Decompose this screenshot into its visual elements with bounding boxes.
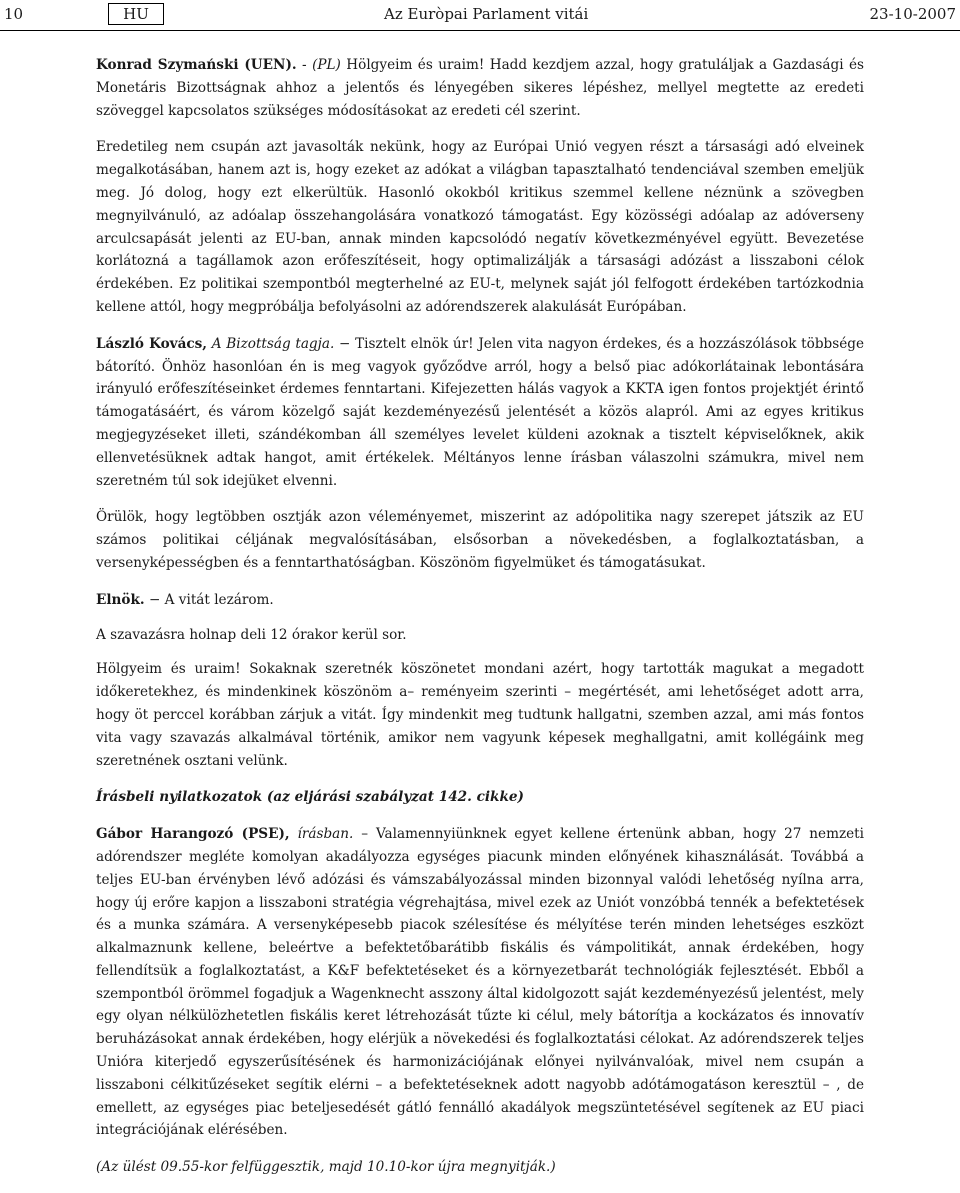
page-number: 10 bbox=[4, 5, 24, 23]
speech-harangozo bbox=[96, 823, 864, 1142]
vote-announcement: A szavazásra holnap deli 12 órakor kerül sor. bbox=[96, 626, 407, 643]
speech-paragraph: Hölgyeim és uraim! Sokaknak szeretnék köszönetet mondani azért, hogy tartották magukat a megadott időkeretekhez, és mindenkinek köszönöm a– reményeim szerinti – megértését, ami lehetőséget adott arra, hogy öt perccel korábban zárjuk a vitát. Így mindenkit meg tudtunk hallgatni, szemben azzal, ami más fontos vita vagy szavazás alkalmával történik, amikor nem vagyunk képesek meghallgatni, amit kollégáink meg szeretnének osztani velünk. bbox=[96, 661, 864, 769]
speaker-name: Elnök. bbox=[96, 591, 145, 608]
language-note: - (PL) bbox=[296, 57, 347, 73]
speech-text: Hölgyeim és uraim! Hadd kezdjem azzal, hogy gratuláljak a Gazdasági és Monetáris Bizottságnak ahhoz a jelentős és lényegében sikeres lépéshez, mellyel megtette az eredeti szöveggel kapcsolatos szükséges módosításokat az eredeti cél szerint. bbox=[96, 57, 864, 119]
speech-text: − A vitát lezárom. bbox=[144, 591, 274, 608]
speaker-name: Konrad Szymański (UEN). bbox=[96, 57, 297, 73]
section-heading: Írásbeli nyilatkozatok (az eljárási szabályzat 142. cikke) bbox=[96, 789, 524, 806]
speech-paragraph: Örülök, hogy legtöbben osztják azon véleményemet, miszerint az adópolitika nagy szerepet játszik az EU számos politikai céljának megvalósításában, elsősorban a növekedésben, a foglalkoztatásban, a versenyképességben és a fenntarthatóságban. Köszönöm figyelmüket és támogatásukat. bbox=[96, 509, 864, 571]
session-note: (Az ülést 09.55-kor felfüggesztik, majd 10.10-kor újra megnyitják.) bbox=[96, 1159, 556, 1176]
speech-szymanski bbox=[96, 54, 864, 122]
speech-text: – Valamennyiünknek egyet kellene értenünk abban, hogy 27 nemzeti adórendszer megléte komolyan akadályozza egységes piacunk minden előnyének kihasználását. Továbbá a teljes EU-ban érvényben lévő adózási és vámszabályozással minden bizonnyal valódi lehetőség nyílna arra, hogy új erőre kapjon a lisszaboni stratégia végrehajtása, mivel ezek az Uniót vonzóbbá tennék a befektetések és a munka számára. A versenyképesebb piacok szélesítése és mélyítése terén minden lehetséges eszközt alkalmaznunk kellene, beleértve a befektetőbarátibb fiskális és vámpolitikát, annak érdekében, hogy fellendítsük a foglalkoztatást, a K&F befektetéseket és a környezetbarát technológiák fejlesztését. Ebből a szempontból örömmel fogadjuk a Wagenknecht asszony által kidolgozott saját kezdeményezésű jelentést, mely egy olyan nélkülözhetetlen fiskális keret létrehozását tűzte ki célul, mely bátorítja a kockázatos és innovatív beruházásokat annak érdekében, hogy elérjük a növekedési és foglalkoztatási célokat. Az adórendszerek teljes Unióra kiterjedő egyszerűsítésének és harmonizációjának előnyei nyilvánvalóak, mivel nem csupán a lisszaboni célkitűzéseket segítik elérni – a befektetéseknek adott nagyobb adótámogatáson keresztül – , de emellett, az egységes piac beteljesedését gátló fennálló akadályok megszüntetésével segítenek az EU piaci integrációjának elérésében. bbox=[96, 826, 864, 1139]
speaker-role: A Bizottság tagja. bbox=[207, 335, 335, 352]
header-date: 23-10-2007 bbox=[869, 5, 956, 23]
speech-president bbox=[96, 589, 864, 612]
journal-title: Az Euròpai Parlament vitái bbox=[384, 5, 589, 23]
page-header bbox=[0, 0, 960, 31]
speech-mode: írásban. bbox=[289, 826, 354, 843]
speaker-name: László Kovács, bbox=[96, 335, 208, 352]
header-rule bbox=[0, 30, 960, 31]
speech-paragraph: Eredetileg nem csupán azt javasolták nekünk, hogy az Európai Unió vegyen részt a társasági adó elveinek megalkotásában, hanem azt is, hogy ezeket az adókat a világban tapasztalható tendenciával szemben emeljük meg. Jó dolog, hogy ezt elkerültük. Hasonló okokból kritikus szemmel kellene néznünk a szövegben megnyilvánuló, az adóalap összehangolására vonatkozó támogatást. Egy közösségi adóalap az adóverseny arculcsapását jelenti az EU-ban, annak minden kapcsolódó negatív következményével együtt. Bevezetése korlátozná a tagállamok azon erőfeszítéseit, hogy optimalizálják a társasági adózást a lisszaboni célok érdekében. Ez politikai szempontból megterhelné az EU-t, melynek saját jól felfogott érdekében tartózkodnia kellene attól, hogy megpróbálja befolyásolni az adórendszerek alakulását Európában. bbox=[96, 139, 864, 315]
speaker-name: Gábor Harangozó (PSE), bbox=[96, 826, 290, 843]
speech-text: − Tisztelt elnök úr! Jelen vita nagyon érdekes, és a hozzászólások többsége bátorító. Önhöz hasonlóan én is meg vagyok győződve arról, hogy a belső piac adókorlátainak lebontására irányuló erőfeszítéseinket érdemes fenntartani. Kifejezetten hálás vagyok a KKTA igen fontos projektjét érintő támogatásáért, és várom közelgő saját kezdeményezésű jelentését a közös alapról. Ami az egyes kritikus megjegyzéseket illeti, szándékomban áll személyes levelet küldeni azoknak a tisztelt képviselőknek, akik ellenvetésüknek adtak hangot, amit értékelek. Méltányos lenne írásban válaszolni számukra, mivel nem szeretném túl sok idejüket elvenni. bbox=[96, 335, 865, 489]
document-body bbox=[96, 54, 864, 1193]
language-code-box: HU bbox=[108, 3, 164, 25]
speech-kovacs bbox=[96, 333, 864, 493]
